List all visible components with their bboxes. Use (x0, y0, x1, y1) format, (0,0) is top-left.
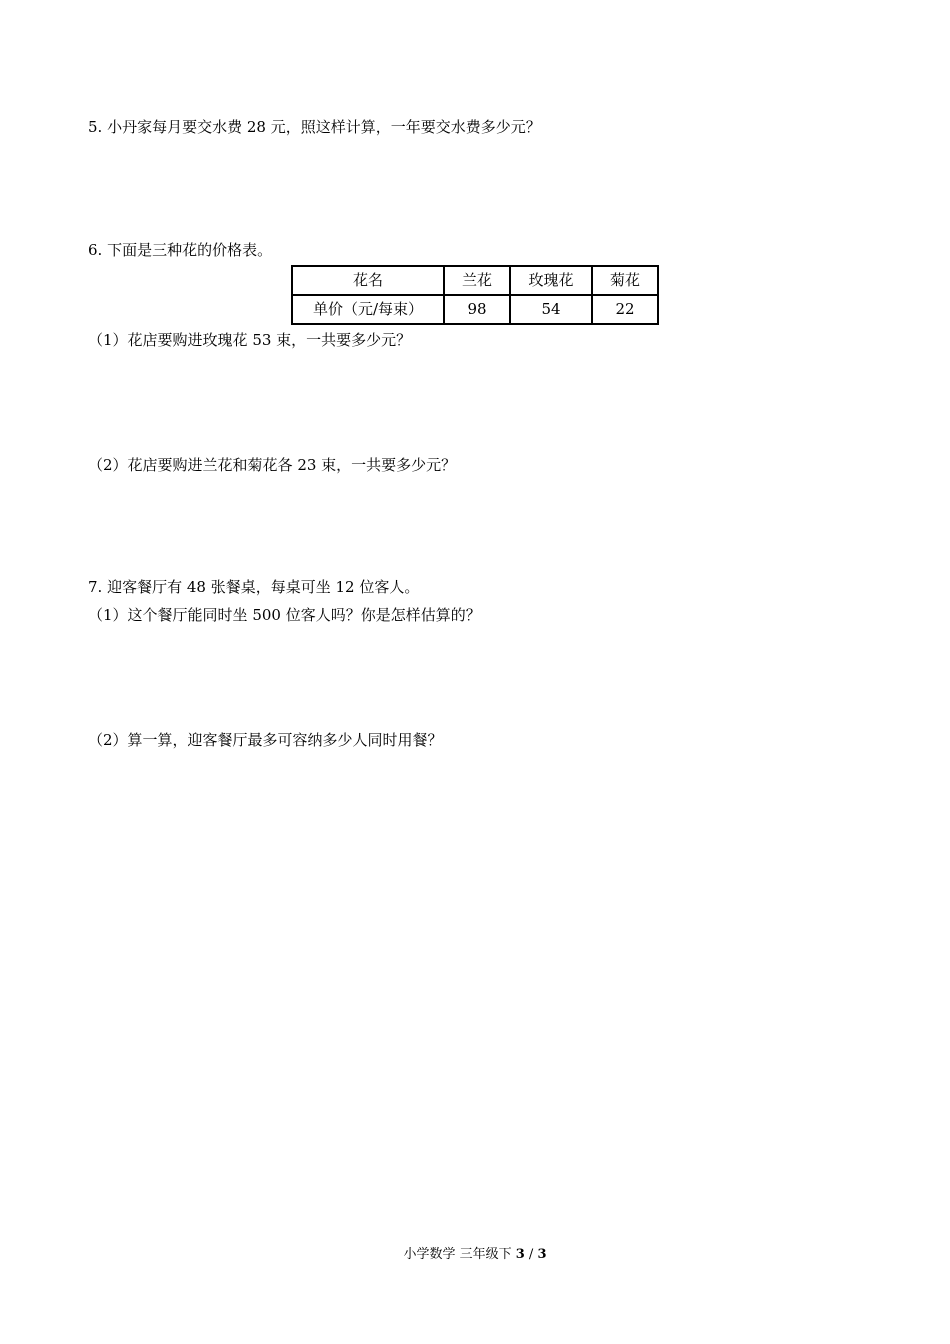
question-7-part-2: （2）算一算，迎客餐厅最多可容纳多少人同时用餐？ (88, 731, 443, 749)
price-table (291, 265, 659, 325)
question-7: 7. 迎客餐厅有 48 张餐桌，每桌可坐 12 位客人。 (88, 578, 420, 596)
table-cell: 98 (444, 295, 510, 324)
footer-label: 小学数学 三年级下 (403, 1247, 516, 1262)
question-5: 5. 小丹家每月要交水费 28 元，照这样计算，一年要交水费多少元？ (88, 118, 541, 136)
question-7-part-1: （1）这个餐厅能同时坐 500 位客人吗？你是怎样估算的？ (88, 606, 481, 624)
footer-page-total: 3 (537, 1247, 547, 1262)
page-footer (0, 1246, 950, 1264)
question-6: 6. 下面是三种花的价格表。 (88, 241, 273, 259)
table-row (292, 295, 658, 324)
table-cell: 菊花 (592, 266, 658, 295)
footer-separator: / (524, 1247, 538, 1262)
table-cell: 单价（元/每束） (292, 295, 444, 324)
table-cell: 玫瑰花 (510, 266, 592, 295)
table-cell: 兰花 (444, 266, 510, 295)
table-cell: 花名 (292, 266, 444, 295)
table-cell: 22 (592, 295, 658, 324)
table-cell: 54 (510, 295, 592, 324)
footer-page-number: 3 (515, 1247, 525, 1262)
table-header-row (292, 266, 658, 295)
question-6-part-1: （1）花店要购进玫瑰花 53 束，一共要多少元？ (88, 331, 412, 349)
question-6-part-2: （2）花店要购进兰花和菊花各 23 束，一共要多少元？ (88, 456, 457, 474)
